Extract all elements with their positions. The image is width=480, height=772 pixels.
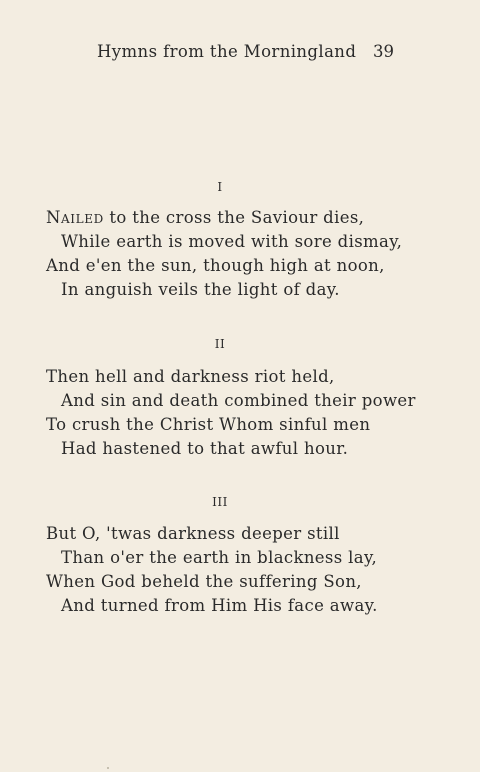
stanza-numeral-2: II — [214, 337, 226, 351]
poem-line: To crush the Christ Whom sinful men — [46, 415, 371, 434]
running-title: Hymns from the Morningland — [97, 42, 357, 61]
poem-line: When God beheld the suffering Son, — [46, 572, 362, 591]
poem-line: Had hastened to that awful hour. — [61, 439, 349, 458]
poem-line: In anguish veils the light of day. — [61, 280, 340, 299]
poem-line: But O, 'twas darkness deeper still — [46, 524, 340, 543]
poem-line: Then hell and darkness riot held, — [46, 367, 335, 386]
poem-line — [46, 206, 446, 230]
paper-speck — [107, 767, 109, 769]
poem-line: Than o'er the earth in blackness lay, — [61, 548, 378, 567]
stanza-2 — [46, 365, 446, 461]
poem-line: And e'en the sun, though high at noon, — [46, 256, 385, 275]
poem-line: While earth is moved with sore dismay, — [61, 232, 403, 251]
opening-word: Nailed — [46, 208, 104, 227]
stanza-3 — [46, 522, 446, 618]
stanza-numeral-3: III — [212, 495, 228, 509]
stanza-numeral-1: I — [217, 180, 223, 194]
page-number: 39 — [373, 42, 394, 61]
line-rest: to the cross the Saviour dies, — [103, 208, 365, 227]
poem-line: And sin and death combined their power — [61, 391, 416, 410]
poem-line: And turned from Him His face away. — [61, 596, 378, 615]
stanza-1 — [46, 206, 446, 302]
running-head — [0, 42, 480, 66]
